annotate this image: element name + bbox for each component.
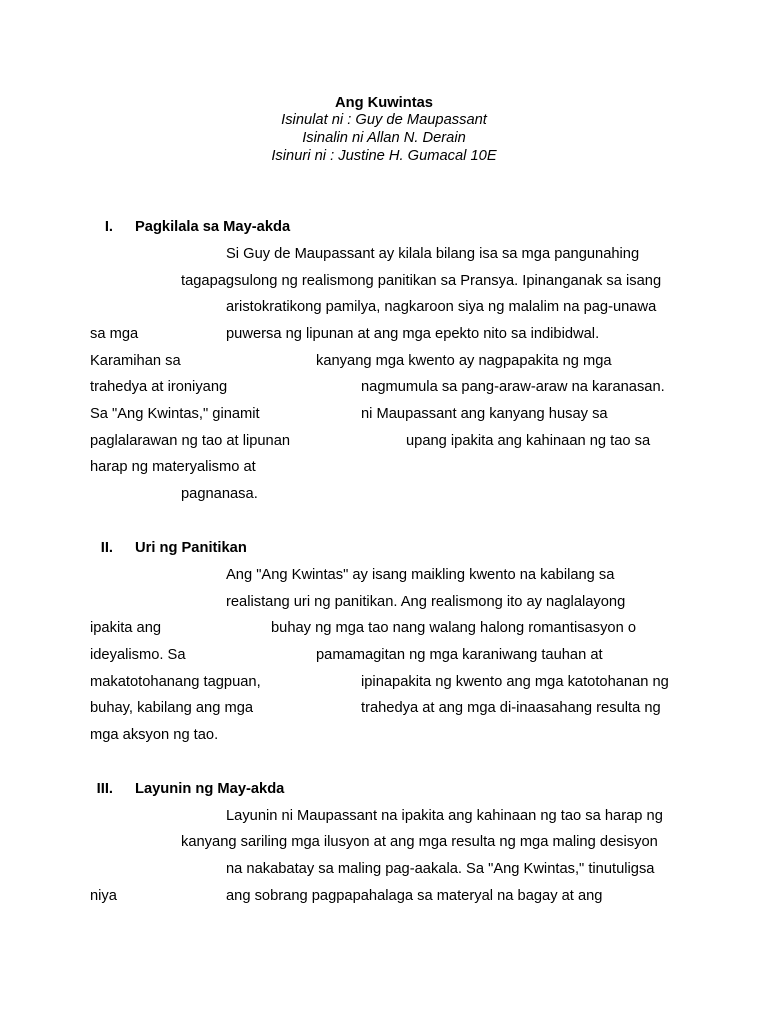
- body-text-segment: trahedya at ang mga di-inaasahang resulta ng: [361, 700, 661, 716]
- body-text-line: Si Guy de Maupassant ay kilala bilang isa sa mga pangunahing: [226, 246, 640, 262]
- body-text-segment: kanyang mga kwento ay nagpapakita ng mga: [316, 353, 612, 369]
- body-text-segment: ni Maupassant ang kanyang husay sa: [361, 406, 608, 422]
- body-text-line: realistang uri ng panitikan. Ang realismong ito ay naglalayong: [226, 594, 626, 610]
- body-text-line: na nakabatay sa maling pag-aakala. Sa "Ang Kwintas," tinutuligsa: [226, 861, 655, 877]
- body-text-segment: pamamagitan ng mga karaniwang tauhan at: [316, 647, 603, 663]
- body-text-segment: buhay ng mga tao nang walang halong romantisasyon o: [271, 620, 636, 636]
- body-text-line: pagnanasa.: [181, 486, 258, 502]
- document-title: Ang Kuwintas: [335, 95, 433, 111]
- body-text-segment: ang sobrang pagpapahalaga sa materyal na bagay at ang: [226, 888, 603, 904]
- body-text-segment: ipinapakita ng kwento ang mga katotohanan ng: [361, 674, 669, 690]
- body-text-segment: Sa "Ang Kwintas," ginamit: [90, 406, 260, 422]
- translator-line: Isinalin ni Allan N. Derain: [302, 130, 466, 146]
- body-text-segment: puwersa ng lipunan at ang mga epekto nito sa indibidwal.: [226, 326, 600, 342]
- body-text-line: Ang "Ang Kwintas" ay isang maikling kwento na kabilang sa: [226, 567, 615, 583]
- body-text-segment: ideyalismo. Sa: [90, 647, 186, 663]
- body-text-line: aristokratikong pamilya, nagkaroon siya ng malalim na pag-unawa: [226, 299, 657, 315]
- body-text-line: Layunin ni Maupassant na ipakita ang kahinaan ng tao sa harap ng: [226, 808, 663, 824]
- section-heading: Pagkilala sa May-akda: [135, 219, 291, 235]
- section-numeral: III.: [96, 781, 113, 797]
- body-text-segment: sa mga: [90, 326, 139, 342]
- body-text-line: tagapagsulong ng realismong panitikan sa Pransya. Ipinanganak sa isang: [181, 273, 662, 289]
- body-text-line: harap ng materyalismo at: [90, 459, 256, 475]
- section-heading: Uri ng Panitikan: [135, 540, 247, 556]
- body-text-segment: niya: [90, 888, 117, 904]
- body-text-segment: Karamihan sa: [90, 353, 181, 369]
- body-text-segment: paglalarawan ng tao at lipunan: [90, 433, 291, 449]
- section-heading: Layunin ng May-akda: [135, 781, 285, 797]
- analyst-line: Isinuri ni : Justine H. Gumacal 10E: [271, 148, 497, 164]
- body-text-line: mga aksyon ng tao.: [90, 727, 219, 743]
- body-text-segment: upang ipakita ang kahinaan ng tao sa: [406, 433, 651, 449]
- section-numeral: I.: [104, 219, 113, 235]
- section-numeral: II.: [100, 540, 113, 556]
- body-text-segment: ipakita ang: [90, 620, 162, 636]
- body-text-line: kanyang sariling mga ilusyon at ang mga resulta ng mga maling desisyon: [181, 834, 658, 850]
- body-text-segment: trahedya at ironiyang: [90, 379, 228, 395]
- author-line: Isinulat ni : Guy de Maupassant: [281, 112, 487, 128]
- body-text-segment: buhay, kabilang ang mga: [90, 700, 254, 716]
- body-text-segment: makatotohanang tagpuan,: [90, 674, 261, 690]
- body-text-segment: nagmumula sa pang-araw-araw na karanasan.: [361, 379, 665, 395]
